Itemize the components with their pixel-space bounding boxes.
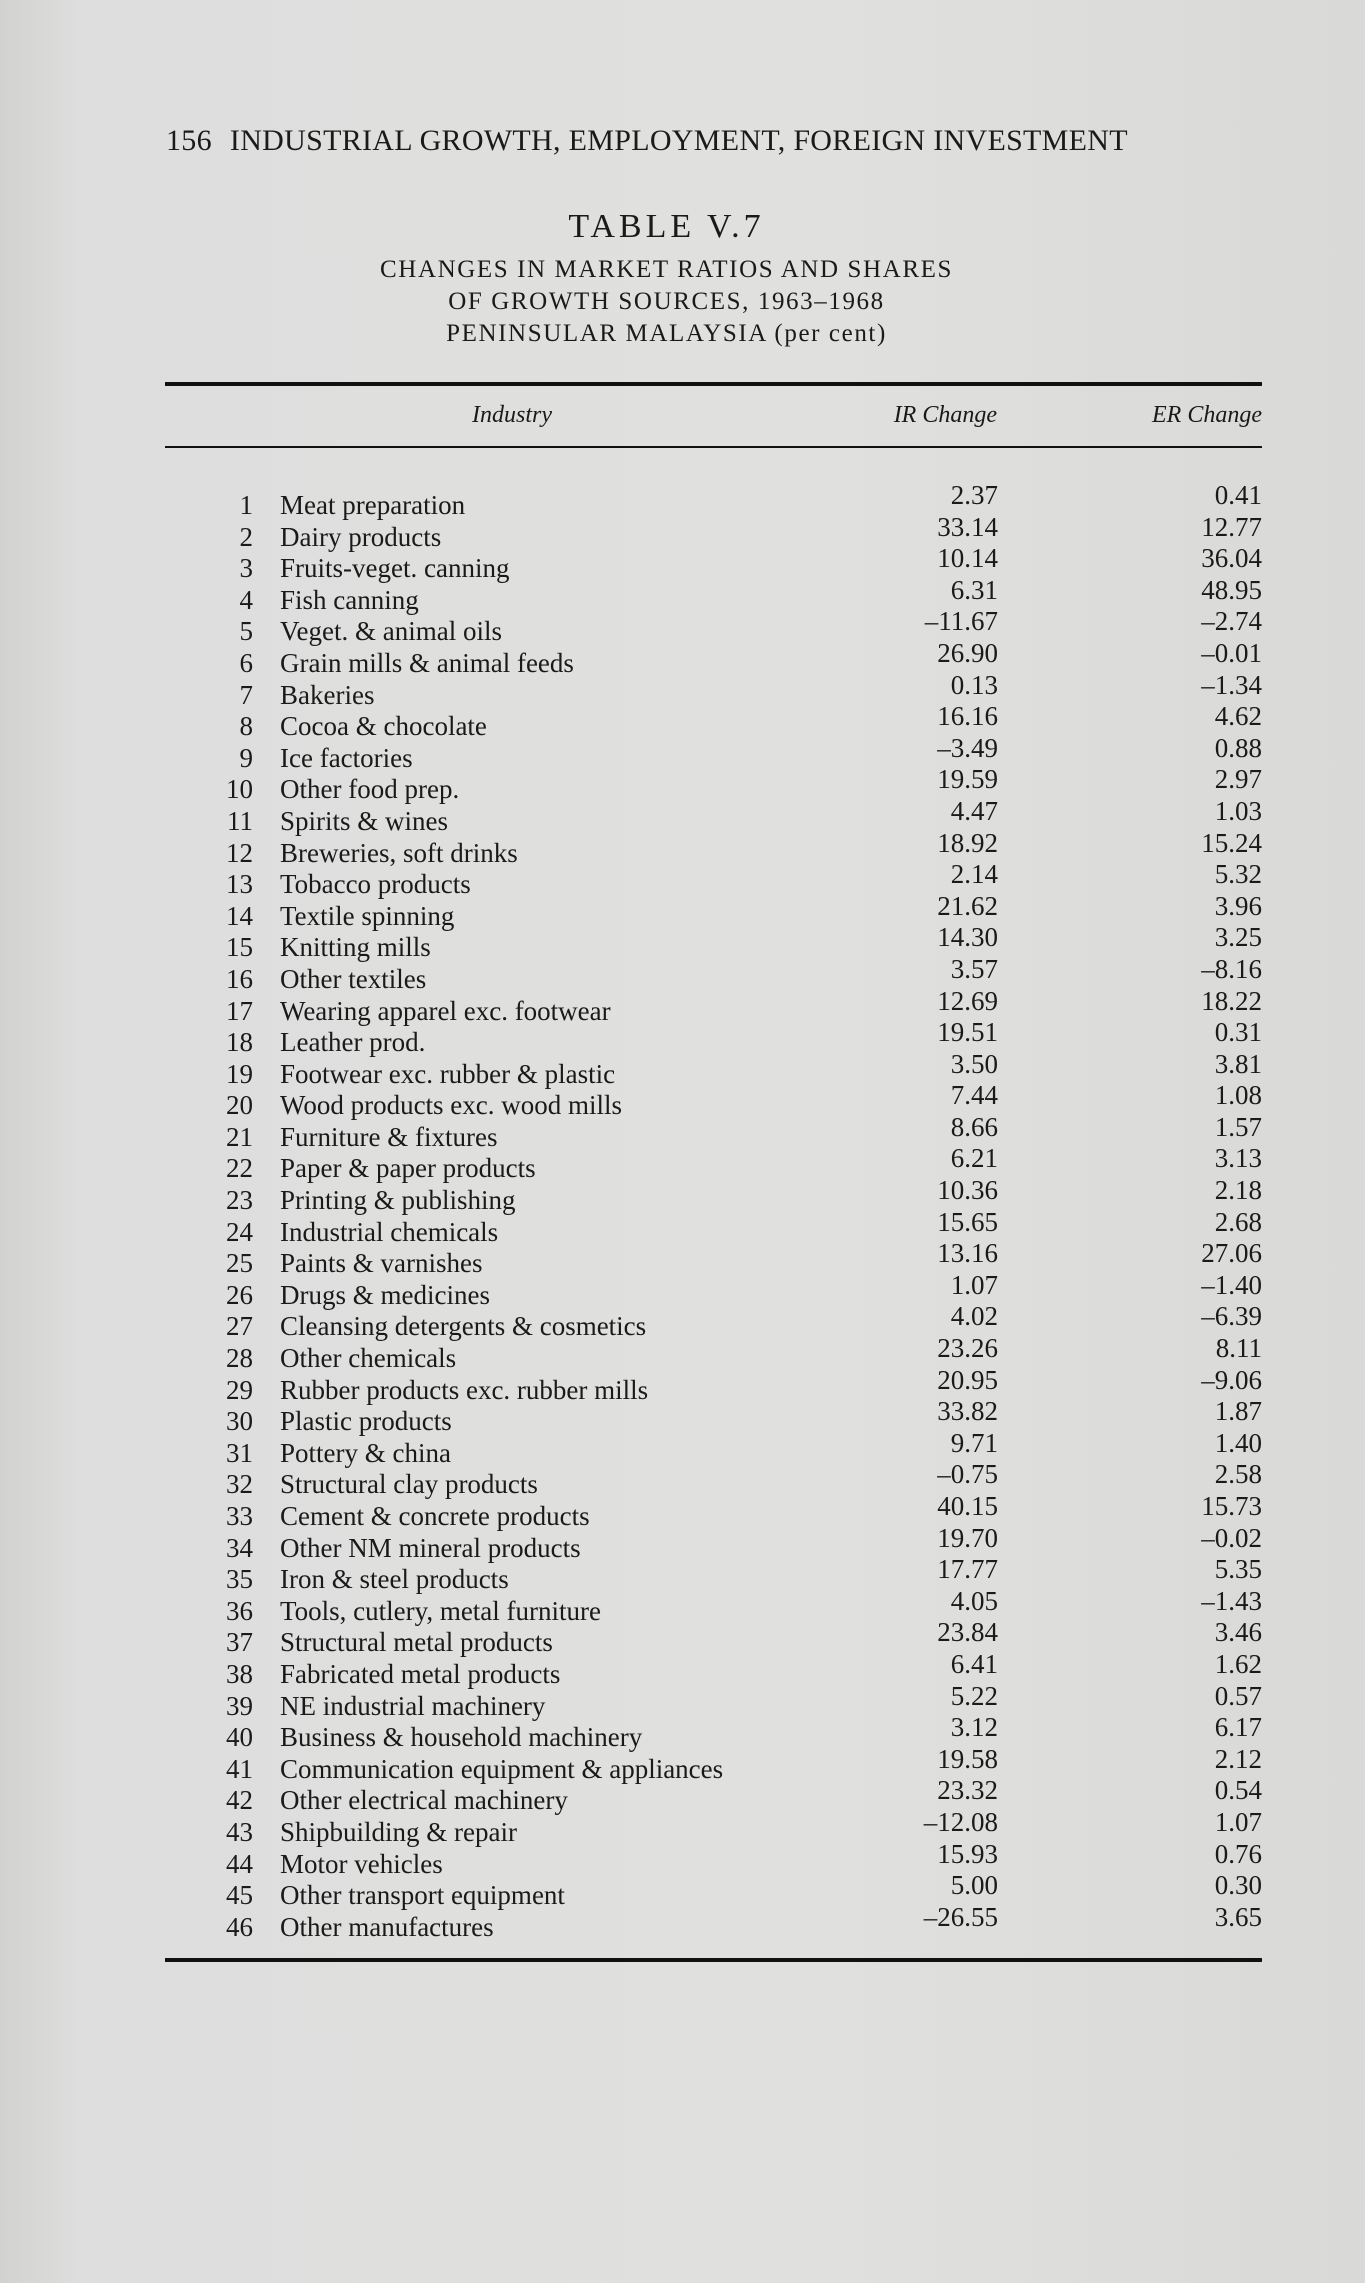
er-change-value: 1.07 [1214, 1806, 1262, 1837]
er-change-value: –0.01 [1201, 637, 1262, 668]
er-change-value: 6.17 [1214, 1712, 1262, 1743]
industry-name: Structural metal products [280, 1627, 553, 1658]
ir-change-value: 21.62 [937, 890, 998, 921]
column-header-industry: Industry [472, 402, 552, 428]
ir-change-value: –12.08 [923, 1806, 998, 1837]
industry-name: Rubber products exc. rubber mills [280, 1374, 649, 1405]
ir-change-value: 19.70 [937, 1522, 998, 1553]
header-rule [165, 446, 1262, 448]
industry-name: Wood products exc. wood mills [280, 1090, 623, 1121]
industry-name: Ice factories [280, 742, 413, 773]
table-row [0, 1175, 1365, 1216]
er-change-value: 2.58 [1214, 1459, 1262, 1490]
row-number: 5 [239, 616, 253, 647]
table-row [0, 1143, 1365, 1184]
industry-name: Paints & varnishes [280, 1248, 483, 1279]
row-number: 46 [226, 1911, 253, 1942]
er-change-value: 2.97 [1214, 764, 1262, 795]
er-change-value: 3.46 [1214, 1617, 1262, 1648]
industry-name: Veget. & animal oils [280, 616, 502, 647]
row-number: 29 [226, 1374, 253, 1405]
industry-name: Tools, cutlery, metal furniture [280, 1595, 602, 1626]
industry-name: Meat preparation [280, 490, 466, 520]
er-change-value: 8.11 [1215, 1333, 1262, 1364]
ir-change-value: 0.13 [950, 669, 998, 700]
ir-change-value: 16.16 [937, 701, 998, 732]
row-number: 18 [226, 1027, 253, 1058]
er-change-value: 0.30 [1214, 1870, 1262, 1901]
ir-change-value: –0.75 [937, 1459, 998, 1490]
industry-name: Fabricated metal products [280, 1658, 561, 1689]
er-change-value: 3.25 [1214, 922, 1262, 953]
row-number: 31 [226, 1437, 253, 1468]
table-title-line-2: OF GROWTH SOURCES, 1963–1968 [448, 288, 885, 315]
table-row [0, 1269, 1365, 1310]
industry-name: Wearing apparel exc. footwear [280, 995, 611, 1026]
table-row [0, 606, 1365, 647]
er-change-value: 15.24 [1201, 827, 1262, 858]
industry-name: Other transport equipment [280, 1880, 565, 1911]
er-change-value: 2.18 [1214, 1175, 1262, 1206]
table-row [0, 1743, 1365, 1784]
ir-change-value: 7.44 [950, 1080, 998, 1111]
er-change-value: 1.62 [1214, 1648, 1262, 1679]
table-row [0, 1396, 1365, 1437]
table-row [0, 480, 1365, 520]
table-row [0, 1301, 1365, 1342]
er-change-value: 1.03 [1214, 795, 1262, 826]
row-number: 19 [226, 1058, 253, 1089]
ir-change-value: 4.47 [950, 795, 998, 826]
row-number: 4 [239, 584, 253, 615]
industry-name: Fruits-veget. canning [280, 553, 510, 584]
er-change-value: 36.04 [1201, 543, 1262, 574]
table-row [0, 1775, 1365, 1816]
column-header-ir-change: IR Change [893, 402, 997, 428]
table-bottom-rule [165, 1958, 1262, 1962]
industry-name: Drugs & medicines [280, 1279, 490, 1310]
table-row [0, 1459, 1365, 1500]
table-row [0, 669, 1365, 710]
industry-name: Pottery & china [280, 1437, 451, 1468]
table-row [0, 1870, 1365, 1911]
industry-name: Other food prep. [280, 774, 460, 805]
table-row [0, 1080, 1365, 1121]
table-row [0, 890, 1365, 931]
er-change-value: –8.16 [1201, 953, 1262, 984]
table-row [0, 543, 1365, 584]
row-number: 28 [226, 1343, 253, 1374]
ir-change-value: 26.90 [937, 637, 998, 668]
er-change-value: 2.12 [1214, 1743, 1262, 1774]
ir-change-value: 15.93 [937, 1838, 998, 1869]
ir-change-value: 4.05 [950, 1585, 998, 1616]
row-number: 17 [226, 995, 253, 1026]
row-number: 9 [239, 742, 253, 773]
er-change-value: 5.32 [1214, 859, 1262, 890]
industry-name: Iron & steel products [280, 1564, 509, 1595]
table-row [0, 1838, 1365, 1879]
row-number: 11 [227, 805, 253, 836]
industry-name: Other electrical machinery [280, 1785, 568, 1816]
industry-name: Motor vehicles [280, 1848, 443, 1879]
industry-name: Knitting mills [280, 932, 431, 963]
row-number: 12 [226, 837, 253, 868]
industry-name: Footwear exc. rubber & plastic [280, 1058, 616, 1089]
ir-change-value: 5.00 [950, 1870, 998, 1901]
ir-change-value: 19.59 [937, 764, 998, 795]
table-row [0, 1712, 1365, 1753]
ir-change-value: 23.32 [937, 1775, 998, 1806]
ir-change-value: 33.82 [937, 1396, 998, 1427]
er-change-value: 1.40 [1214, 1427, 1262, 1458]
industry-name: Other chemicals [280, 1343, 457, 1374]
er-change-value: 4.62 [1214, 701, 1262, 732]
row-number: 26 [226, 1279, 253, 1310]
er-change-value: –2.74 [1201, 606, 1262, 637]
ir-change-value: –3.49 [937, 732, 998, 763]
er-change-value: 0.31 [1214, 1017, 1262, 1048]
row-number: 6 [239, 647, 253, 678]
row-number: 34 [226, 1532, 253, 1563]
table-row [0, 1806, 1365, 1847]
row-number: 45 [226, 1880, 253, 1911]
row-number: 38 [226, 1658, 253, 1689]
industry-name: Furniture & fixtures [280, 1121, 498, 1152]
table-row [0, 1206, 1365, 1247]
ir-change-value: –11.67 [924, 606, 998, 637]
row-number: 8 [239, 711, 253, 742]
table-row [0, 1585, 1365, 1626]
industry-name: Grain mills & animal feeds [280, 647, 574, 678]
table-title-line-3: PENINSULAR MALAYSIA (per cent) [446, 320, 887, 347]
er-change-value: 0.54 [1214, 1775, 1262, 1806]
er-change-value: –0.02 [1201, 1522, 1262, 1553]
ir-change-value: 5.22 [950, 1680, 998, 1711]
row-number: 44 [226, 1848, 253, 1879]
ir-change-value: 8.66 [950, 1111, 998, 1142]
row-number: 41 [226, 1753, 253, 1784]
industry-name: Spirits & wines [280, 805, 449, 836]
er-change-value: –1.43 [1201, 1585, 1262, 1616]
er-change-value: 0.76 [1214, 1838, 1262, 1869]
er-change-value: 27.06 [1201, 1238, 1262, 1269]
row-number: 23 [226, 1185, 253, 1216]
industry-name: Other NM mineral products [280, 1532, 581, 1563]
row-number: 40 [226, 1722, 253, 1753]
row-number: 14 [226, 900, 253, 931]
table-row [0, 1111, 1365, 1152]
industry-name: Cement & concrete products [280, 1501, 590, 1531]
row-number: 30 [226, 1406, 253, 1437]
er-change-value: 1.08 [1214, 1080, 1262, 1111]
table-body [0, 480, 1365, 1942]
ir-change-value: 13.16 [937, 1238, 998, 1269]
er-change-value: 0.57 [1214, 1680, 1262, 1711]
row-number: 37 [226, 1627, 253, 1658]
table-row [0, 1680, 1365, 1721]
er-change-value: –1.34 [1201, 669, 1262, 700]
running-head-title: INDUSTRIAL GROWTH, EMPLOYMENT, FOREIGN INVESTMENT [229, 124, 1128, 157]
table-row [0, 1333, 1365, 1374]
ir-change-value: 12.69 [937, 985, 998, 1016]
er-change-value: 0.41 [1214, 480, 1262, 510]
er-change-value: 1.87 [1214, 1396, 1262, 1427]
row-number: 42 [226, 1785, 253, 1816]
industry-name: Paper & paper products [280, 1153, 536, 1184]
er-change-value: 3.65 [1214, 1901, 1262, 1932]
ir-change-value: 23.26 [937, 1333, 998, 1364]
table-row [0, 1648, 1365, 1689]
table-row [0, 701, 1365, 742]
row-number: 33 [226, 1501, 253, 1531]
row-number: 21 [226, 1121, 253, 1152]
industry-name: Leather prod. [280, 1027, 426, 1058]
industry-name: Printing & publishing [280, 1185, 516, 1216]
industry-name: Plastic products [280, 1406, 452, 1437]
industry-name: Business & household machinery [280, 1722, 643, 1753]
row-number: 36 [226, 1595, 253, 1626]
er-change-value: 2.68 [1214, 1206, 1262, 1237]
table-top-rule [165, 382, 1262, 386]
row-number: 25 [226, 1248, 253, 1279]
ir-change-value: 19.51 [937, 1017, 998, 1048]
table-row [0, 1364, 1365, 1405]
industry-name: Shipbuilding & repair [280, 1816, 517, 1847]
ir-change-value: 10.36 [937, 1175, 998, 1206]
row-number: 35 [226, 1564, 253, 1595]
er-change-value: –6.39 [1201, 1301, 1262, 1332]
row-number: 27 [226, 1311, 253, 1342]
table-row [0, 511, 1365, 552]
er-change-value: –9.06 [1201, 1364, 1262, 1395]
ir-change-value: 40.15 [937, 1491, 998, 1521]
table-title-line-1: CHANGES IN MARKET RATIOS AND SHARES [380, 256, 953, 283]
industry-name: Textile spinning [280, 900, 455, 931]
industry-name: Breweries, soft drinks [280, 837, 518, 868]
table-row [0, 922, 1365, 963]
row-number: 24 [226, 1216, 253, 1247]
er-change-value: 3.81 [1214, 1048, 1262, 1079]
row-number: 43 [226, 1816, 253, 1847]
ir-change-value: 2.37 [950, 480, 998, 510]
table-row [0, 764, 1365, 805]
ir-change-value: 33.14 [937, 511, 998, 542]
industry-name: Cleansing detergents & cosmetics [280, 1311, 647, 1342]
ir-change-value: 3.50 [950, 1048, 998, 1079]
er-change-value: 48.95 [1201, 574, 1262, 605]
row-number: 13 [226, 869, 253, 900]
row-number: 1 [239, 490, 253, 520]
ir-change-value: 1.07 [950, 1269, 998, 1300]
er-change-value: 18.22 [1201, 985, 1262, 1016]
row-number: 15 [226, 932, 253, 963]
row-number: 20 [226, 1090, 253, 1121]
industry-name: Industrial chemicals [280, 1216, 499, 1247]
industry-name: Tobacco products [280, 869, 471, 900]
ir-change-value: 2.14 [950, 859, 998, 890]
ir-change-value: 6.31 [950, 574, 998, 605]
ir-change-value: 14.30 [937, 922, 998, 953]
er-change-value: 5.35 [1214, 1554, 1262, 1585]
ir-change-value: 9.71 [950, 1427, 998, 1458]
er-change-value: 3.13 [1214, 1143, 1262, 1174]
ir-change-value: 18.92 [937, 827, 998, 858]
er-change-value: 1.57 [1214, 1111, 1262, 1142]
industry-name: Fish canning [280, 584, 419, 615]
er-change-value: –1.40 [1201, 1269, 1262, 1300]
running-head [166, 124, 1128, 158]
industry-name: Communication equipment & appliances [280, 1753, 724, 1784]
table-row [0, 1048, 1365, 1089]
industry-name: Cocoa & chocolate [280, 711, 487, 742]
industry-name: NE industrial machinery [280, 1690, 546, 1721]
table-row [0, 1427, 1365, 1468]
ir-change-value: 6.21 [950, 1143, 998, 1174]
row-number: 39 [226, 1690, 253, 1721]
ir-change-value: 19.58 [937, 1743, 998, 1774]
column-header-er-change: ER Change [1152, 402, 1262, 428]
ir-change-value: 23.84 [937, 1617, 998, 1648]
table-label: TABLE V.7 [568, 208, 765, 245]
row-number: 16 [226, 963, 253, 994]
row-number: 3 [239, 553, 253, 584]
table-row [0, 1017, 1365, 1058]
table-row [0, 859, 1365, 900]
row-number: 2 [239, 521, 253, 552]
table-row [0, 1617, 1365, 1658]
er-change-value: 3.96 [1214, 890, 1262, 921]
table-row [0, 985, 1365, 1026]
table-row [0, 1491, 1365, 1531]
table-row [0, 795, 1365, 836]
table-row [0, 1901, 1365, 1942]
ir-change-value: 10.14 [937, 543, 998, 574]
industry-name: Other manufactures [280, 1911, 494, 1942]
table-row [0, 574, 1365, 615]
page-number: 156 [166, 124, 212, 157]
row-number: 22 [226, 1153, 253, 1184]
ir-change-value: 3.57 [950, 953, 998, 984]
row-number: 7 [239, 679, 253, 710]
table-row [0, 637, 1365, 678]
ir-change-value: –26.55 [923, 1901, 998, 1932]
ir-change-value: 4.02 [950, 1301, 998, 1332]
table-row [0, 1522, 1365, 1563]
ir-change-value: 17.77 [937, 1554, 998, 1585]
row-number: 32 [226, 1469, 253, 1500]
table-row [0, 1238, 1365, 1279]
ir-change-value: 20.95 [937, 1364, 998, 1395]
industry-name: Dairy products [280, 521, 442, 552]
er-change-value: 15.73 [1201, 1491, 1262, 1521]
industry-name: Structural clay products [280, 1469, 538, 1500]
er-change-value: 0.88 [1214, 732, 1262, 763]
table-row [0, 732, 1365, 773]
ir-change-value: 3.12 [950, 1712, 998, 1743]
industry-name: Bakeries [280, 679, 375, 710]
table-row [0, 827, 1365, 868]
ir-change-value: 6.41 [950, 1648, 998, 1679]
table-row [0, 1554, 1365, 1595]
row-number: 10 [226, 774, 253, 805]
table-row [0, 953, 1365, 994]
er-change-value: 12.77 [1201, 511, 1262, 542]
ir-change-value: 15.65 [937, 1206, 998, 1237]
industry-name: Other textiles [280, 963, 427, 994]
